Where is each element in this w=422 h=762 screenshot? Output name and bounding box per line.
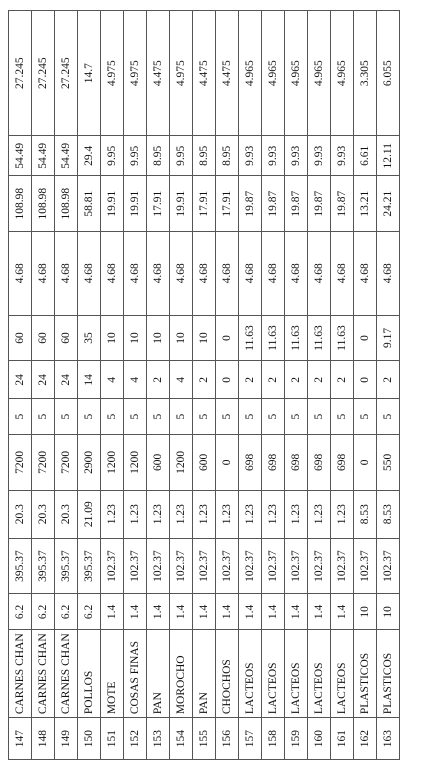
value-cell: 102.37 [239, 538, 262, 594]
value-cell: 6.055 [377, 11, 400, 136]
value-cell: 1.23 [262, 490, 285, 538]
table-row [377, 11, 400, 760]
value-cell: 4 [170, 361, 193, 399]
table-row [262, 11, 285, 760]
value-cell: 4.68 [9, 232, 32, 315]
value-cell: 5 [262, 399, 285, 435]
item-name-cell: LACTEOS [262, 630, 285, 718]
value-cell: 4.975 [124, 11, 147, 136]
value-cell: 11.63 [239, 315, 262, 361]
value-cell: 5 [216, 399, 239, 435]
value-cell: 108.98 [55, 176, 78, 232]
value-cell: 1.4 [239, 594, 262, 630]
value-cell: 10 [354, 594, 377, 630]
value-cell: 4.68 [32, 232, 55, 315]
value-cell: 1.23 [216, 490, 239, 538]
row-number-cell: 147 [9, 718, 32, 760]
value-cell: 4.475 [193, 11, 216, 136]
value-cell: 395.37 [9, 538, 32, 594]
value-cell: 1.4 [262, 594, 285, 630]
value-cell: 9.93 [331, 136, 354, 176]
value-cell: 5 [147, 399, 170, 435]
value-cell: 24 [55, 361, 78, 399]
value-cell: 102.37 [147, 538, 170, 594]
value-cell: 1.4 [101, 594, 124, 630]
value-cell: 4.475 [216, 11, 239, 136]
value-cell: 698 [239, 435, 262, 491]
row-number-cell: 149 [55, 718, 78, 760]
value-cell: 9.95 [124, 136, 147, 176]
value-cell: 20.3 [55, 490, 78, 538]
table-row [55, 11, 78, 760]
value-cell: 9.95 [101, 136, 124, 176]
row-number-cell: 150 [78, 718, 101, 760]
value-cell: 9.17 [377, 315, 400, 361]
item-name-cell: PAN [193, 630, 216, 718]
value-cell: 4.965 [308, 11, 331, 136]
row-number-cell: 157 [239, 718, 262, 760]
value-cell: 2900 [78, 435, 101, 491]
value-cell: 6.2 [78, 594, 101, 630]
value-cell: 1.23 [331, 490, 354, 538]
value-cell: 6.2 [32, 594, 55, 630]
data-table [8, 10, 400, 760]
value-cell: 4.68 [55, 232, 78, 315]
value-cell: 698 [331, 435, 354, 491]
value-cell: 1.4 [124, 594, 147, 630]
table-body [9, 11, 400, 760]
value-cell: 5 [354, 399, 377, 435]
value-cell: 4.68 [285, 232, 308, 315]
value-cell: 1.4 [147, 594, 170, 630]
table-row [216, 11, 239, 760]
value-cell: 2 [147, 361, 170, 399]
value-cell: 698 [262, 435, 285, 491]
value-cell: 10 [377, 594, 400, 630]
value-cell: 10 [124, 315, 147, 361]
value-cell: 4.68 [308, 232, 331, 315]
value-cell: 8.95 [147, 136, 170, 176]
value-cell: 5 [331, 399, 354, 435]
value-cell: 4.68 [101, 232, 124, 315]
value-cell: 102.37 [262, 538, 285, 594]
value-cell: 0 [216, 435, 239, 491]
value-cell: 4.68 [331, 232, 354, 315]
item-name-cell: COSAS FINAS [124, 630, 147, 718]
value-cell: 5 [285, 399, 308, 435]
value-cell: 1200 [124, 435, 147, 491]
value-cell: 14 [78, 361, 101, 399]
table-row [32, 11, 55, 760]
value-cell: 4.68 [354, 232, 377, 315]
value-cell: 17.91 [216, 176, 239, 232]
table-row [124, 11, 147, 760]
value-cell: 600 [193, 435, 216, 491]
value-cell: 102.37 [124, 538, 147, 594]
value-cell: 5 [124, 399, 147, 435]
value-cell: 1.4 [170, 594, 193, 630]
value-cell: 8.95 [193, 136, 216, 176]
value-cell: 8.53 [354, 490, 377, 538]
value-cell: 19.87 [331, 176, 354, 232]
value-cell: 24 [9, 361, 32, 399]
table-row [147, 11, 170, 760]
row-number-cell: 159 [285, 718, 308, 760]
value-cell: 10 [101, 315, 124, 361]
value-cell: 13.21 [354, 176, 377, 232]
value-cell: 1.23 [101, 490, 124, 538]
value-cell: 5 [170, 399, 193, 435]
value-cell: 9.93 [239, 136, 262, 176]
value-cell: 1200 [170, 435, 193, 491]
value-cell: 5 [193, 399, 216, 435]
value-cell: 1.23 [147, 490, 170, 538]
value-cell: 102.37 [377, 538, 400, 594]
value-cell: 2 [239, 361, 262, 399]
value-cell: 7200 [55, 435, 78, 491]
value-cell: 1.23 [239, 490, 262, 538]
value-cell: 19.91 [124, 176, 147, 232]
value-cell: 108.98 [32, 176, 55, 232]
item-name-cell: PAN [147, 630, 170, 718]
value-cell: 1.4 [285, 594, 308, 630]
value-cell: 0 [354, 361, 377, 399]
value-cell: 395.37 [55, 538, 78, 594]
value-cell: 0 [354, 315, 377, 361]
value-cell: 19.87 [308, 176, 331, 232]
table-row [101, 11, 124, 760]
value-cell: 1.23 [170, 490, 193, 538]
table-row [170, 11, 193, 760]
value-cell: 5 [55, 399, 78, 435]
value-cell: 5 [32, 399, 55, 435]
value-cell: 7200 [9, 435, 32, 491]
value-cell: 5 [377, 399, 400, 435]
value-cell: 1.4 [331, 594, 354, 630]
value-cell: 698 [285, 435, 308, 491]
table-row [239, 11, 262, 760]
value-cell: 10 [193, 315, 216, 361]
value-cell: 2 [377, 361, 400, 399]
value-cell: 3.305 [354, 11, 377, 136]
table-row [285, 11, 308, 760]
row-number-cell: 161 [331, 718, 354, 760]
value-cell: 29.4 [78, 136, 101, 176]
value-cell: 4.965 [262, 11, 285, 136]
value-cell: 102.37 [354, 538, 377, 594]
table-row [78, 11, 101, 760]
value-cell: 1.4 [308, 594, 331, 630]
value-cell: 4.975 [101, 11, 124, 136]
value-cell: 19.87 [285, 176, 308, 232]
value-cell: 4 [124, 361, 147, 399]
item-name-cell: CHOCHOS [216, 630, 239, 718]
value-cell: 4.965 [285, 11, 308, 136]
value-cell: 2 [308, 361, 331, 399]
value-cell: 20.3 [32, 490, 55, 538]
value-cell: 395.37 [78, 538, 101, 594]
row-number-cell: 152 [124, 718, 147, 760]
row-number-cell: 148 [32, 718, 55, 760]
table-row [308, 11, 331, 760]
value-cell: 11.63 [331, 315, 354, 361]
value-cell: 54.49 [32, 136, 55, 176]
value-cell: 8.95 [216, 136, 239, 176]
value-cell: 4.975 [170, 11, 193, 136]
value-cell: 1.4 [216, 594, 239, 630]
value-cell: 27.245 [32, 11, 55, 136]
value-cell: 27.245 [9, 11, 32, 136]
value-cell: 4.68 [193, 232, 216, 315]
value-cell: 9.93 [262, 136, 285, 176]
value-cell: 4.475 [147, 11, 170, 136]
value-cell: 11.63 [308, 315, 331, 361]
value-cell: 4.68 [377, 232, 400, 315]
value-cell: 0 [354, 435, 377, 491]
row-number-cell: 155 [193, 718, 216, 760]
value-cell: 5 [9, 399, 32, 435]
value-cell: 102.37 [285, 538, 308, 594]
value-cell: 6.2 [9, 594, 32, 630]
value-cell: 60 [32, 315, 55, 361]
value-cell: 5 [239, 399, 262, 435]
value-cell: 102.37 [331, 538, 354, 594]
value-cell: 17.91 [193, 176, 216, 232]
value-cell: 4.68 [262, 232, 285, 315]
value-cell: 102.37 [308, 538, 331, 594]
value-cell: 4.68 [78, 232, 101, 315]
value-cell: 12.11 [377, 136, 400, 176]
value-cell: 102.37 [216, 538, 239, 594]
value-cell: 5 [308, 399, 331, 435]
item-name-cell: LACTEOS [239, 630, 262, 718]
value-cell: 4.68 [124, 232, 147, 315]
item-name-cell: MOROCHO [170, 630, 193, 718]
value-cell: 4.68 [239, 232, 262, 315]
value-cell: 58.81 [78, 176, 101, 232]
table-row [193, 11, 216, 760]
table-row [331, 11, 354, 760]
value-cell: 2 [262, 361, 285, 399]
row-number-cell: 153 [147, 718, 170, 760]
item-name-cell: LACTEOS [308, 630, 331, 718]
value-cell: 9.95 [170, 136, 193, 176]
value-cell: 102.37 [193, 538, 216, 594]
table-row [9, 11, 32, 760]
value-cell: 395.37 [32, 538, 55, 594]
value-cell: 60 [9, 315, 32, 361]
item-name-cell: LACTEOS [285, 630, 308, 718]
value-cell: 20.3 [9, 490, 32, 538]
value-cell: 108.98 [9, 176, 32, 232]
row-number-cell: 162 [354, 718, 377, 760]
value-cell: 54.49 [55, 136, 78, 176]
value-cell: 4.68 [147, 232, 170, 315]
value-cell: 5 [78, 399, 101, 435]
value-cell: 0 [216, 315, 239, 361]
value-cell: 9.93 [308, 136, 331, 176]
value-cell: 4.965 [331, 11, 354, 136]
value-cell: 35 [78, 315, 101, 361]
value-cell: 6.2 [55, 594, 78, 630]
item-name-cell: CARNES CHAN [32, 630, 55, 718]
value-cell: 21.09 [78, 490, 101, 538]
value-cell: 4.965 [239, 11, 262, 136]
value-cell: 14.7 [78, 11, 101, 136]
value-cell: 60 [55, 315, 78, 361]
value-cell: 19.87 [262, 176, 285, 232]
value-cell: 9.93 [285, 136, 308, 176]
value-cell: 698 [308, 435, 331, 491]
item-name-cell: PLASTICOS [354, 630, 377, 718]
value-cell: 2 [193, 361, 216, 399]
value-cell: 19.91 [170, 176, 193, 232]
value-cell: 4.68 [216, 232, 239, 315]
value-cell: 10 [170, 315, 193, 361]
row-number-cell: 160 [308, 718, 331, 760]
value-cell: 550 [377, 435, 400, 491]
value-cell: 54.49 [9, 136, 32, 176]
row-number-cell: 163 [377, 718, 400, 760]
value-cell: 1200 [101, 435, 124, 491]
item-name-cell: MOTE [101, 630, 124, 718]
value-cell: 0 [216, 361, 239, 399]
value-cell: 1.23 [308, 490, 331, 538]
value-cell: 19.87 [239, 176, 262, 232]
value-cell: 1.23 [193, 490, 216, 538]
value-cell: 600 [147, 435, 170, 491]
value-cell: 2 [331, 361, 354, 399]
value-cell: 6.61 [354, 136, 377, 176]
value-cell: 4 [101, 361, 124, 399]
value-cell: 102.37 [101, 538, 124, 594]
item-name-cell: PLASTICOS [377, 630, 400, 718]
value-cell: 5 [101, 399, 124, 435]
value-cell: 19.91 [101, 176, 124, 232]
row-number-cell: 158 [262, 718, 285, 760]
row-number-cell: 151 [101, 718, 124, 760]
value-cell: 4.68 [170, 232, 193, 315]
item-name-cell: POLLOS [78, 630, 101, 718]
value-cell: 1.23 [285, 490, 308, 538]
value-cell: 102.37 [170, 538, 193, 594]
value-cell: 2 [285, 361, 308, 399]
item-name-cell: CARNES CHAN [9, 630, 32, 718]
value-cell: 24 [32, 361, 55, 399]
item-name-cell: CARNES CHAN [55, 630, 78, 718]
value-cell: 1.4 [193, 594, 216, 630]
value-cell: 11.63 [262, 315, 285, 361]
value-cell: 24.21 [377, 176, 400, 232]
value-cell: 7200 [32, 435, 55, 491]
value-cell: 17.91 [147, 176, 170, 232]
item-name-cell: LACTEOS [331, 630, 354, 718]
value-cell: 1.23 [124, 490, 147, 538]
value-cell: 10 [147, 315, 170, 361]
row-number-cell: 156 [216, 718, 239, 760]
value-cell: 11.63 [285, 315, 308, 361]
value-cell: 27.245 [55, 11, 78, 136]
row-number-cell: 154 [170, 718, 193, 760]
value-cell: 8.53 [377, 490, 400, 538]
table-row [354, 11, 377, 760]
